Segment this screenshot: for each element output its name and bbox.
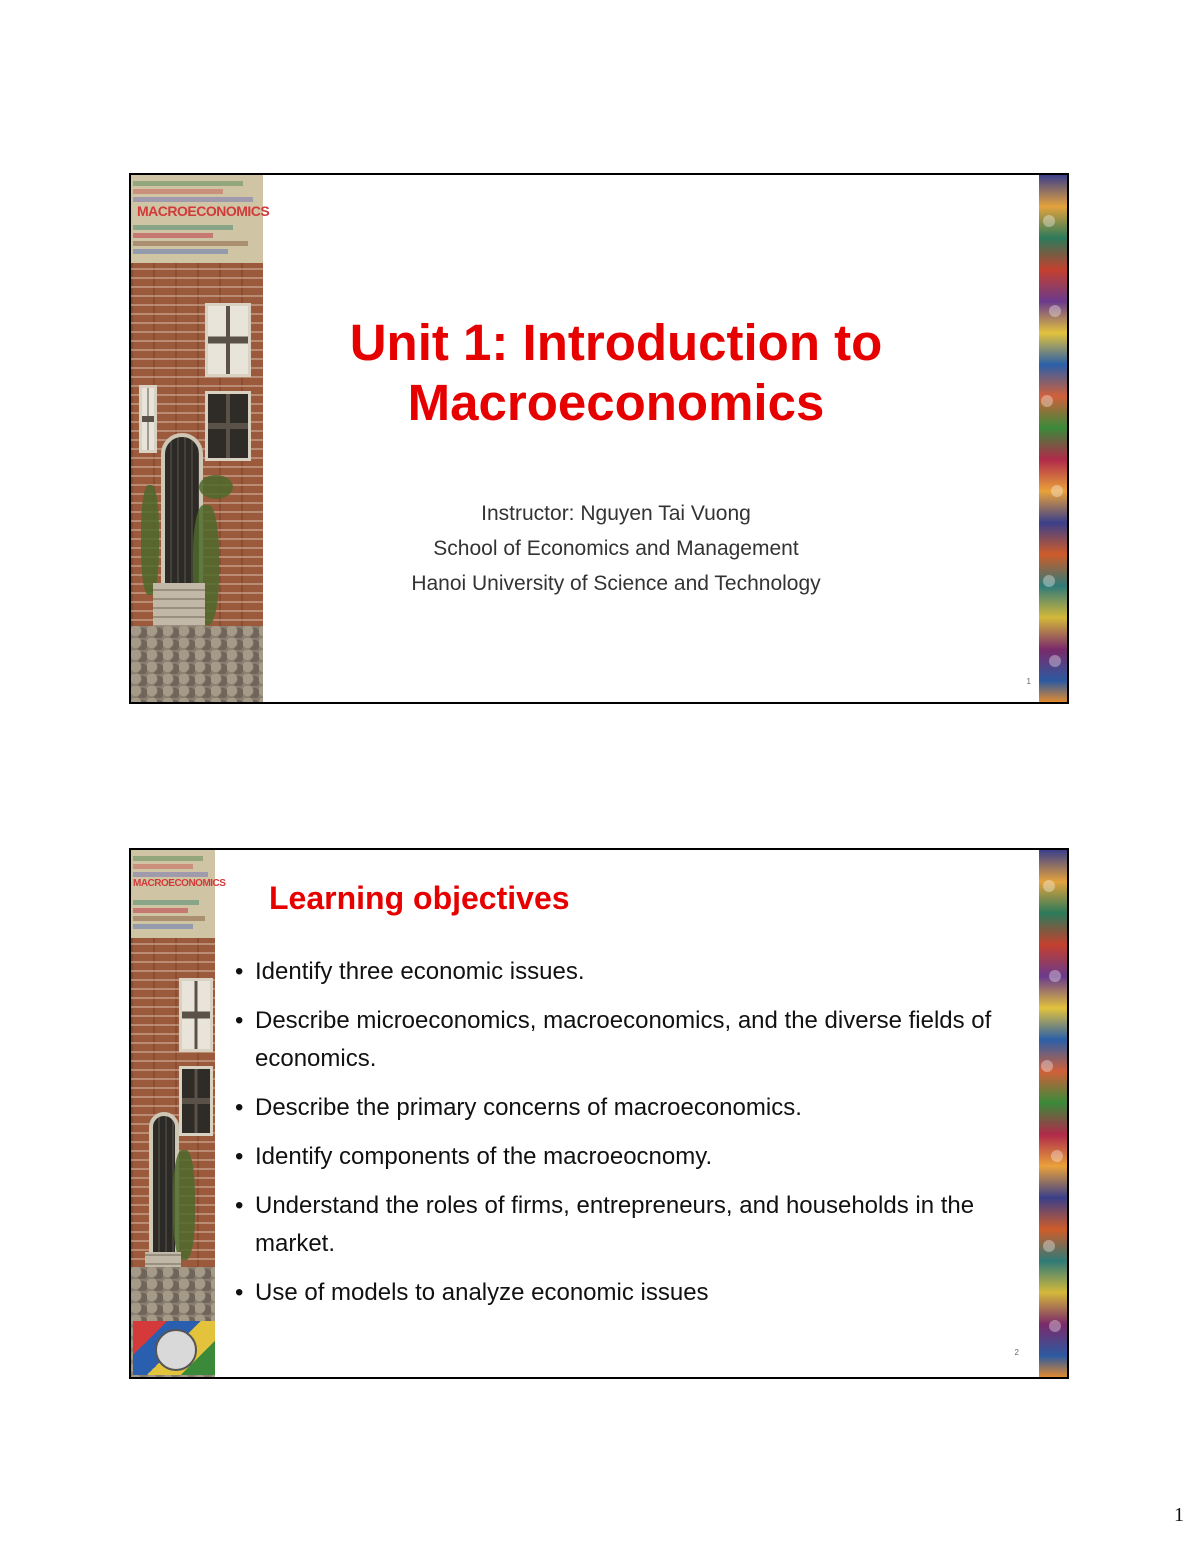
window xyxy=(179,978,213,1052)
school-text: School of Economics and Management xyxy=(433,537,799,560)
list-item: • Describe microeconomics, macroeconomics, and the diverse fields of economics. xyxy=(235,1002,1025,1078)
list-item: • Understand the roles of firms, entrepreneurs, and households in the market. xyxy=(235,1187,1025,1263)
instructor-text: Instructor: Nguyen Tai Vuong xyxy=(481,502,751,525)
objectives-list xyxy=(235,953,1025,1323)
window xyxy=(205,391,251,461)
wordcloud-image xyxy=(131,175,270,263)
wordcloud-image xyxy=(131,850,226,938)
slide-title: Unit 1: Introduction to Macroeconomics xyxy=(349,314,883,431)
slide-2 xyxy=(129,848,1069,1379)
window xyxy=(205,303,251,377)
mosaic-image xyxy=(1039,175,1067,702)
slide-number: 1 xyxy=(1026,677,1031,686)
cartoon-image xyxy=(133,1321,215,1375)
list-item: • Describe the primary concerns of macroeconomics. xyxy=(235,1089,1025,1127)
wordcloud-text: MACROECONOMICS xyxy=(137,203,270,219)
page-number: 1 xyxy=(1174,1504,1184,1526)
window xyxy=(179,1066,213,1136)
list-item: • Identify components of the macroeocnomy. xyxy=(235,1138,1025,1176)
building-image xyxy=(131,175,270,702)
list-item: • Identify three economic issues. xyxy=(235,953,1025,991)
slide-number: 2 xyxy=(1014,1348,1019,1357)
slide-title: Learning objectives xyxy=(269,880,570,916)
mosaic-image xyxy=(1039,850,1067,1377)
slide-1 xyxy=(129,173,1069,704)
window xyxy=(139,385,157,453)
presenter-info xyxy=(291,496,941,601)
list-item: • Use of models to analyze economic issues xyxy=(235,1274,1025,1312)
university-text: Hanoi University of Science and Technology xyxy=(411,572,821,595)
wordcloud-text: MACROECONOMICS xyxy=(133,878,226,889)
building-image xyxy=(131,850,226,1377)
